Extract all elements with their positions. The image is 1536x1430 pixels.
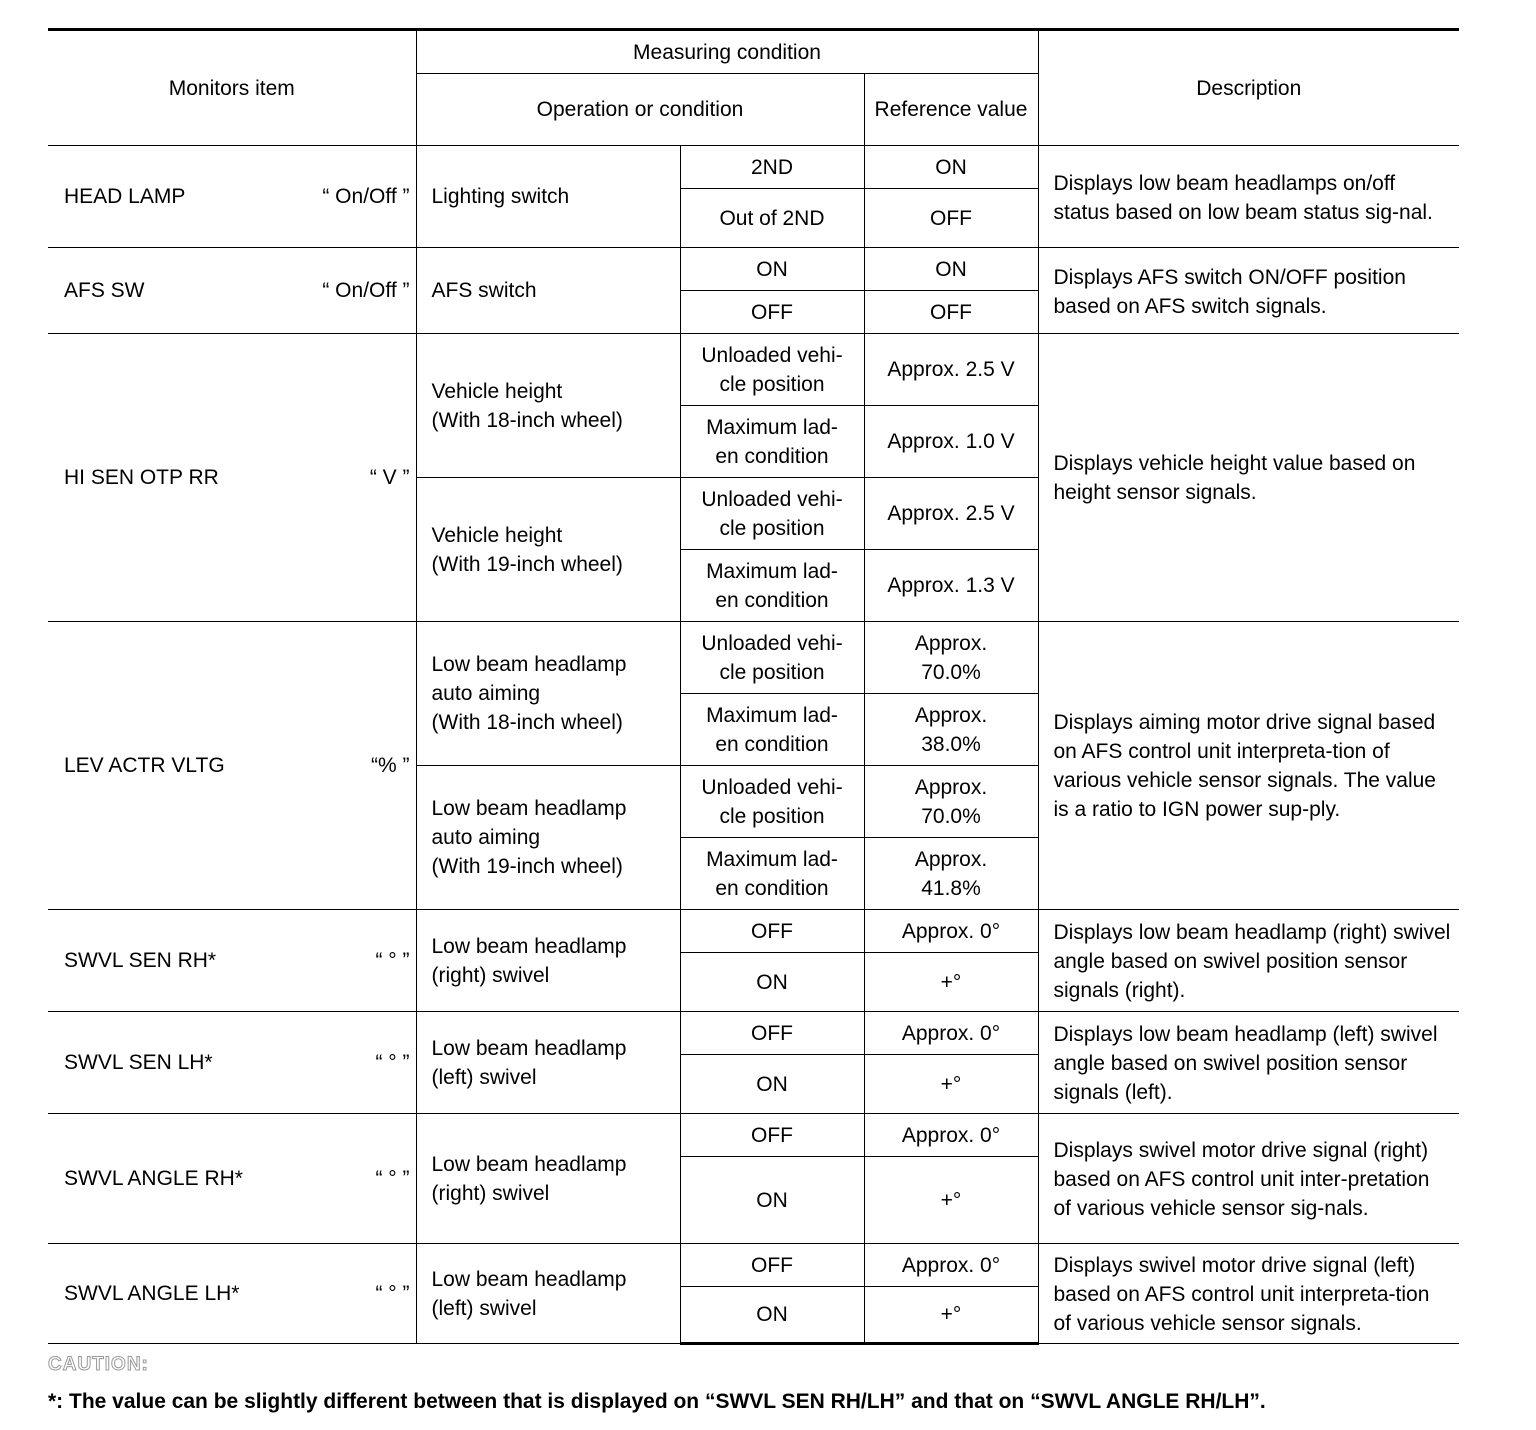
reference-value: Approx. 70.0%: [864, 766, 1038, 838]
reference-value: OFF: [864, 189, 1038, 248]
table-row: [48, 1012, 1459, 1055]
monitor-item: [64, 1164, 410, 1193]
monitor-item-cell: [48, 248, 416, 334]
description: Displays vehicle height value based on height sensor signals.: [1038, 334, 1459, 622]
operation-condition: Vehicle height (With 18-inch wheel): [416, 334, 680, 478]
header-reference-value: Reference value: [864, 74, 1038, 146]
description: Displays swivel motor drive signal (right) based on AFS control unit inter-pretation of various vehicle sensor sig-nals.: [1038, 1114, 1459, 1244]
monitor-item-name: SWVL SEN RH*: [64, 949, 217, 972]
reference-value: OFF: [864, 291, 1038, 334]
reference-value: +°: [864, 953, 1038, 1012]
monitor-item-name: HI SEN OTP RR: [64, 466, 219, 489]
table-row: [48, 334, 1459, 406]
description: Displays swivel motor drive signal (left) based on AFS control unit interpreta-tion of various vehicle sensor signals.: [1038, 1244, 1459, 1344]
operation-state: ON: [680, 1157, 864, 1244]
header-row: [48, 30, 1459, 74]
operation-condition: Low beam headlamp (left) swivel: [416, 1244, 680, 1344]
reference-value: Approx. 0°: [864, 910, 1038, 953]
reference-value: Approx. 0°: [864, 1244, 1038, 1287]
header-monitors-item: Monitors item: [48, 30, 416, 146]
caution-footnote: *: The value can be slightly different between that is displayed on “SWVL SEN RH/LH” and that on “SWVL ANGLE RH/LH”.: [48, 1390, 1266, 1413]
operation-condition: Low beam headlamp auto aiming (With 18-inch wheel): [416, 622, 680, 766]
reference-value: Approx. 41.8%: [864, 838, 1038, 910]
operation-state: ON: [680, 1055, 864, 1114]
monitor-item: [64, 751, 410, 780]
monitor-item-cell: [48, 910, 416, 1012]
monitor-item-cell: [48, 1114, 416, 1244]
monitor-item-unit: “% ”: [371, 754, 410, 777]
monitor-item-unit: “ On/Off ”: [322, 279, 410, 302]
reference-value: Approx. 70.0%: [864, 622, 1038, 694]
monitor-item: [64, 463, 410, 492]
monitor-item-name: SWVL ANGLE RH*: [64, 1167, 243, 1190]
operation-state: Unloaded vehi- cle position: [680, 766, 864, 838]
document: [48, 28, 1459, 1415]
operation-state: ON: [680, 248, 864, 291]
operation-state: 2ND: [680, 146, 864, 189]
operation-condition: Low beam headlamp auto aiming (With 19-inch wheel): [416, 766, 680, 910]
operation-state: OFF: [680, 291, 864, 334]
monitor-item-cell: [48, 622, 416, 910]
reference-value: Approx. 2.5 V: [864, 334, 1038, 406]
table-row: [48, 1244, 1459, 1287]
monitor-item-name: AFS SW: [64, 279, 145, 302]
operation-condition: Low beam headlamp (right) swivel: [416, 1114, 680, 1244]
operation-state: Maximum lad- en condition: [680, 838, 864, 910]
monitor-item-unit: “ ° ”: [375, 1051, 410, 1074]
reference-value: ON: [864, 248, 1038, 291]
operation-condition: Lighting switch: [416, 146, 680, 248]
monitor-item-name: HEAD LAMP: [64, 185, 186, 208]
reference-value: Approx. 1.0 V: [864, 406, 1038, 478]
monitor-item-name: LEV ACTR VLTG: [64, 754, 225, 777]
monitor-item-unit: “ On/Off ”: [322, 185, 410, 208]
operation-condition: Vehicle height (With 19-inch wheel): [416, 478, 680, 622]
monitor-table: [48, 28, 1459, 1345]
monitor-item-unit: “ ° ”: [375, 949, 410, 972]
monitor-item-cell: [48, 334, 416, 622]
operation-state: ON: [680, 953, 864, 1012]
reference-value: Approx. 0°: [864, 1012, 1038, 1055]
monitor-item-unit: “ ° ”: [375, 1282, 410, 1305]
operation-condition: AFS switch: [416, 248, 680, 334]
operation-state: Unloaded vehi- cle position: [680, 334, 864, 406]
operation-state: OFF: [680, 910, 864, 953]
monitor-item-cell: [48, 146, 416, 248]
description: Displays aiming motor drive signal based on AFS control unit interpreta-tion of various vehicle sensor signals. The value is a ratio to IGN power sup-ply.: [1038, 622, 1459, 910]
reference-value: +°: [864, 1157, 1038, 1244]
reference-value: +°: [864, 1055, 1038, 1114]
table-row: [48, 622, 1459, 694]
operation-state: OFF: [680, 1012, 864, 1055]
operation-condition: Low beam headlamp (right) swivel: [416, 910, 680, 1012]
table-row: [48, 1114, 1459, 1157]
operation-state: Maximum lad- en condition: [680, 550, 864, 622]
monitor-item: [64, 1048, 410, 1077]
operation-state: OFF: [680, 1114, 864, 1157]
operation-state: Maximum lad- en condition: [680, 694, 864, 766]
monitor-item-cell: [48, 1012, 416, 1114]
monitor-item-name: SWVL ANGLE LH*: [64, 1282, 240, 1305]
reference-value: Approx. 0°: [864, 1114, 1038, 1157]
monitor-item: [64, 182, 410, 211]
monitor-item: [64, 276, 410, 305]
operation-state: ON: [680, 1287, 864, 1344]
header-description: Description: [1038, 30, 1459, 146]
reference-value: ON: [864, 146, 1038, 189]
caution-label: CAUTION:: [48, 1354, 149, 1375]
header-measuring-condition: Measuring condition: [416, 30, 1038, 74]
table-row: [48, 146, 1459, 189]
monitor-item: [64, 1279, 410, 1308]
monitor-item: [64, 946, 410, 975]
description: Displays AFS switch ON/OFF position based on AFS switch signals.: [1038, 248, 1459, 334]
operation-state: Unloaded vehi- cle position: [680, 622, 864, 694]
header-operation-or-condition: Operation or condition: [416, 74, 864, 146]
monitor-item-cell: [48, 1244, 416, 1344]
description: Displays low beam headlamp (left) swivel angle based on swivel position sensor signals (left).: [1038, 1012, 1459, 1114]
operation-state: OFF: [680, 1244, 864, 1287]
table-row: [48, 248, 1459, 291]
operation-state: Unloaded vehi- cle position: [680, 478, 864, 550]
monitor-item-unit: “ V ”: [369, 466, 410, 489]
reference-value: Approx. 2.5 V: [864, 478, 1038, 550]
reference-value: Approx. 38.0%: [864, 694, 1038, 766]
monitor-item-name: SWVL SEN LH*: [64, 1051, 213, 1074]
operation-state: Maximum lad- en condition: [680, 406, 864, 478]
operation-condition: Low beam headlamp (left) swivel: [416, 1012, 680, 1114]
description: Displays low beam headlamps on/off status based on low beam status sig-nal.: [1038, 146, 1459, 248]
description: Displays low beam headlamp (right) swivel angle based on swivel position sensor signals (right).: [1038, 910, 1459, 1012]
monitor-item-unit: “ ° ”: [375, 1167, 410, 1190]
reference-value: Approx. 1.3 V: [864, 550, 1038, 622]
table-row: [48, 910, 1459, 953]
reference-value: +°: [864, 1287, 1038, 1344]
operation-state: Out of 2ND: [680, 189, 864, 248]
